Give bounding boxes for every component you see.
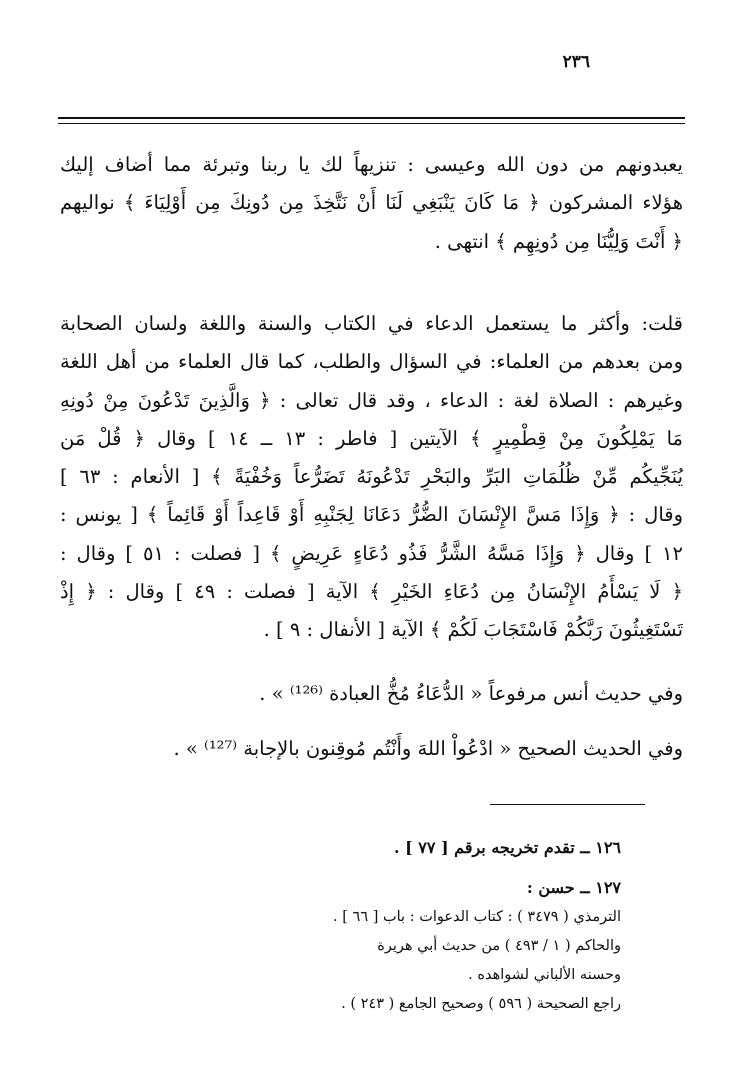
- footnote-line: الترمذي ( ٣٤٧٩ ) : كتاب الدعوات : باب [ ٦٦ ] .: [333, 909, 621, 925]
- header-rule: [58, 117, 685, 119]
- footnote-line: والحاكم ( ١ / ٤٩٣ ) من حديث أبي هريرة: [377, 938, 621, 954]
- footnote-line: وحسنه الألباني لشواهده .: [468, 967, 621, 983]
- text-line: يعبدونهم من دون الله وعيسى : تنزيهاً لك يا ربنا وتبرئة مما أضاف إليك: [60, 153, 683, 176]
- text-line: وفي حديث أنس مرفوعاً « الدُّعَاءُ مُخُّ العبادة ⁽¹²⁶⁾ » .: [259, 682, 683, 705]
- text-line: ١٢ ] وقال ﴿ وَإِذَا مَسَّهُ الشَّرُّ فَذُو دُعَاءٍ عَرِيضٍ ﴾ [ فصلت : ٥١ ] وقال :: [60, 541, 683, 565]
- footnote-head: ١٢٧ ــ حسن :: [526, 878, 621, 897]
- footnote-line: راجع الصحيحة ( ٥٩٦ ) وصحيح الجامع ( ٢٤٣ ) .: [341, 996, 621, 1012]
- text-line: تَسْتَغِيثُونَ رَبَّكُمْ فَاسْتَجَابَ لَكُمْ ﴾ الآية [ الأنفال : ٩ ] .: [263, 618, 683, 642]
- text-line: ﴿ لَا يَسْأَمُ الإِنْسَانُ مِن دُعَاءِ الخَيْرِ ﴾ الآية [ فصلت : ٤٩ ] وقال : ﴿ إِذْ: [60, 580, 683, 604]
- footnote-rule: [490, 804, 645, 805]
- text-line: يُنَجِّيكُم مِّنْ ظُلُمَاتِ البَرِّ والبَحْرِ تَدْعُونَهُ تَضَرُّعاً وَخُفْيَةً ﴾ [ الأنعام : ٦٣ ]: [60, 465, 683, 489]
- page-number: ٢٣٦: [562, 52, 590, 72]
- footnote-127: [90, 872, 621, 1019]
- text-line: وقال : ﴿ وَإِذَا مَسَّ الإِنْسَانَ الضُّرُّ دَعَانَا لِجَنْبِهِ أَوْ قَاعِداً أَوْ قَائِماً ﴾ [ يونس :: [60, 503, 683, 527]
- text-line: مَا يَمْلِكُونَ مِنْ قِطْمِيرٍ ﴾ الآيتين [ فاطر : ١٣ ــ ١٤ ] وقال ﴿ قُلْ مَن: [60, 426, 683, 450]
- text-line: ﴿ أَنْتَ وَلِيُّنَا مِن دُونِهِم ﴾ انتهى .: [434, 229, 683, 253]
- text-line: ومن بعدهم من العلماء: في السؤال والطلب، كما قال العلماء من أهل اللغة: [60, 350, 683, 374]
- header-rule-thin: [58, 123, 685, 124]
- footnote-126: [90, 832, 621, 863]
- paragraph-2: [60, 305, 683, 650]
- paragraph-4: [60, 730, 683, 768]
- footnote-head: ١٢٦ ــ تقدم تخريجه برقم [ ٧٧ ] .: [393, 838, 621, 857]
- paragraph-1: [60, 146, 683, 261]
- paragraph-3: [60, 675, 683, 713]
- text-line: هؤلاء المشركون ﴿ مَا كَانَ يَنْبَغِي لَنَا أَنْ نَتَّخِذَ مِن دُونِكَ مِن أَوْلِيَاءَ ﴾ نواليهم: [60, 191, 683, 215]
- text-line: قلت: وأكثر ما يستعمل الدعاء في الكتاب والسنة واللغة ولسان الصحابة: [60, 312, 683, 335]
- text-line: وغيرهم : الصلاة لغة : الدعاء ، وقد قال تعالى : ﴿ وَالَّذِينَ تَدْعُونَ مِنْ دُونِهِ: [60, 388, 683, 412]
- text-line: وفي الحديث الصحيح « ادْعُواْ اللهَ وأَنْتُم مُوقِنون بالإجابة ⁽¹²⁷⁾ » .: [173, 737, 683, 760]
